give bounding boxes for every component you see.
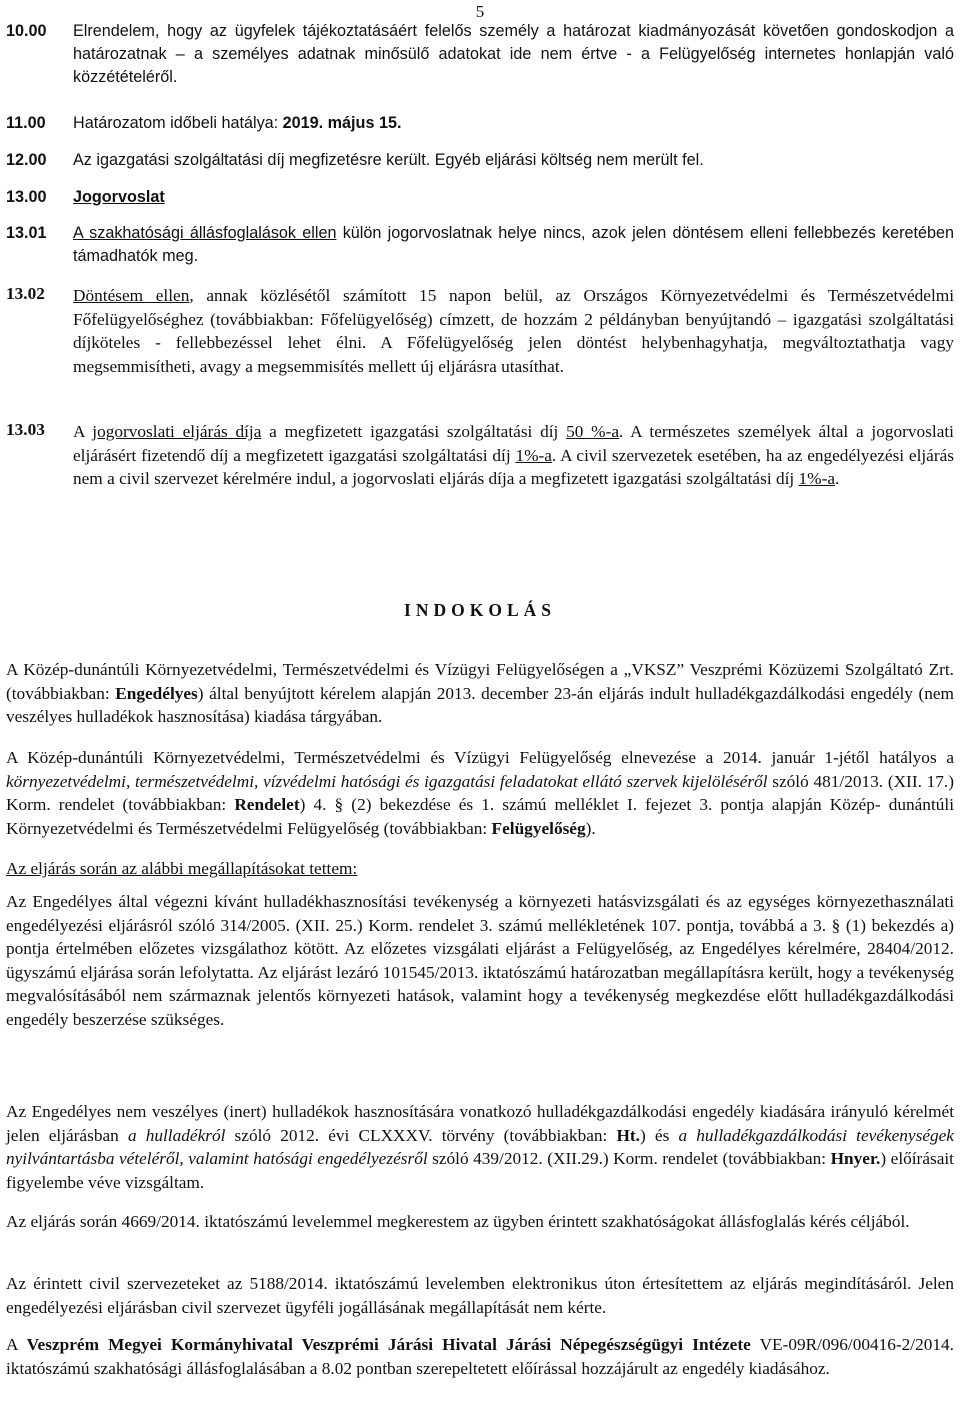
item-text: A szakhatósági állásfoglalások ellen külön jogorvoslatnak helye nincs, azok jelen döntésem elleni fellebbezés keretében támadhatók meg. [73,224,954,265]
item-text: Az igazgatási szolgáltatási díj megfizetésre került. Egyéb eljárási költség nem merült fel. [73,151,704,169]
effective-date: 2019. május 15. [282,114,402,132]
item-number: 10.00 [6,22,47,40]
item-text: Elrendelem, hogy az ügyfelek tájékoztatásáért felelős személy a határozat kiadmányozását követően gondoskodjon a határozatnak – a személyes adatnak minősülő adatokat ide nem értve - a Felügyelőség internetes honlapján való közzétételéről. [73,22,954,86]
item-number: 11.00 [6,114,46,132]
item-number: 12.00 [6,151,47,169]
subheading: Az eljárás során az alábbi megállapításokat tettem: [6,859,358,878]
paragraph: A Közép-dunántúli Környezetvédelmi, Természetvédelmi és Vízügyi Felügyelőségen a „VKSZ” Veszprémi Közüzemi Szolgáltató Zrt. (továbbiakban: Engedélyes) által benyújtott kérelem alapján 2013. december 23-án eljárás indult hulladékgazdálkodási engedély (nem veszélyes hulladékok hasznosítása) kiadása tárgyában. [6,660,954,727]
item-number: 13.03 [6,420,45,439]
section-title: Jogorvoslat [73,188,165,206]
paragraph: Az eljárás során 4669/2014. iktatószámú levelemmel megkerestem az ügyben érintett szakhatóságokat állásfoglalás kérés céljából. [6,1212,910,1231]
paragraph: A Közép-dunántúli Környezetvédelmi, Természetvédelmi és Vízügyi Felügyelőség elnevezése a 2014. január 1-jétől hatályos a környezetvédelmi, természetvédelmi, vízvédelmi hatósági és igazgatási feladatokat ellátó szervek kijelöléséről szóló 481/2013. (XII. 17.) Korm. rendelet (továbbiakban: Rendelet) 4. § (2) bekezdése és 1. számú melléklet I. fejezet 3. pontja alapján Közép- dunántúli Környezetvédelmi és Természetvédelmi Felügyelőség (továbbiakban: Felügyelőség). [6,748,954,838]
item-number: 13.02 [6,284,45,303]
paragraph: Az Engedélyes által végezni kívánt hulladékhasznosítási tevékenység a környezeti hatásvizsgálati és az egységes környezethasználati engedélyezési eljárásról szóló 314/2005. (XII. 25.) Korm. rendelet 3. számú mellékletének 107. pontja, továbbá a 3. § (1) bekezdés a) pontja értelmében előzetes vizsgálathoz kötött. Az előzetes vizsgálati eljárást a Felügyelőség, az Engedélyes kérelmére, 28404/2012. ügyszámú eljárása során lefolytatta. Az eljárást lezáró 101545/2013. iktatószámú határozatban megállapításra került, hogy a tevékenység megvalósításából nem származnak jelentős környezeti hatások, valamint hogy a tevékenység megkezdése előtt hulladékgazdálkodási engedély beszerzése szükséges. [6,892,954,1029]
item-number: 13.01 [6,224,47,242]
item-text: Döntésem ellen, annak közlésétől számított 15 napon belül, az Országos Környezetvédelmi és Természetvédelmi Főfelügyelőséghez (továbbiakban: Főfelügyelőség) címzett, de hozzám 2 példányban benyújtandó – igazgatási szolgáltatási díjköteles - fellebbezéssel lehet élni. A Főfelügyelőség jelen döntést helybenhagyhatja, megváltoztathatja vagy megsemmisítheti, avagy a megsemmisítés mellett új eljárásra utasíthat. [73,286,954,376]
item-text: Határozatom időbeli hatálya: 2019. május 15. [73,114,402,132]
item-number: 13.00 [6,188,47,206]
page-number: 5 [475,2,485,21]
paragraph: Az érintett civil szervezeteket az 5188/2014. iktatószámú levelemben elektronikus úton értesítettem az eljárás megindításáról. Jelen engedélyezési eljárásban civil szervezet ügyféli jogállásának megállapítását nem kérte. [6,1274,954,1317]
paragraph: Az Engedélyes nem veszélyes (inert) hulladékok hasznosítására vonatkozó hulladékgazdálkodási engedély kiadására irányuló kérelmét jelen eljárásban a hulladékról szóló 2012. évi CLXXXV. törvény (továbbiakban: Ht.) és a hulladékgazdálkodási tevékenységek nyilvántartásba vételéről, valamint hatósági engedélyezésről szóló 439/2012. (XII.29.) Korm. rendelet (továbbiakban: Hnyer.) előírásait figyelembe véve vizsgáltam. [6,1102,954,1192]
section-heading: INDOKOLÁS [404,600,556,620]
paragraph: A Veszprém Megyei Kormányhivatal Veszprémi Járási Hivatal Járási Népegészségügyi Intézete VE-09R/096/00416-2/2014. iktatószámú szakhatósági állásfoglalásában a 8.02 pontban szerepeltetett előírással hozzájárult az engedély kiadásához. [6,1335,954,1378]
item-text: A jogorvoslati eljárás díja a megfizetett igazgatási szolgáltatási díj 50 %-a. A természetes személyek által a jogorvoslati eljárásért fizetendő díj a megfizetett igazgatási szolgáltatási díj 1%-a. A civil szervezetek esetében, ha az engedélyezési eljárás nem a civil szervezet kérelmére indul, a jogorvoslati eljárás díja a megfizetett igazgatási szolgáltatási díj 1%-a. [73,422,954,489]
